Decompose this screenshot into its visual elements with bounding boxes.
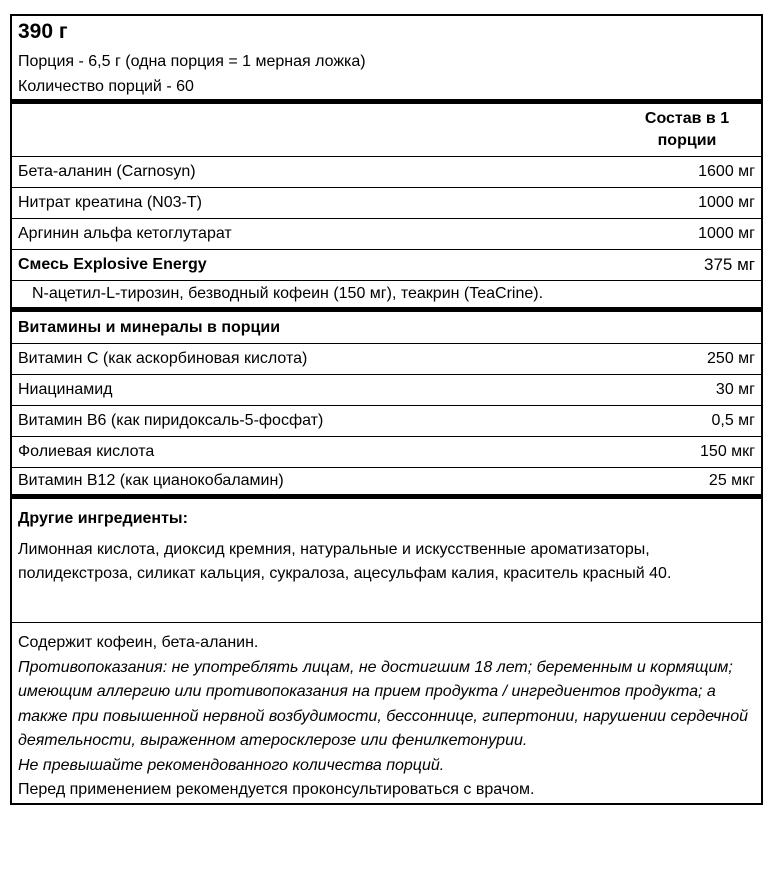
vitamin-name: Витамин В6 (как пиридоксаль-5-фосфат): [18, 412, 324, 429]
vitamin-amount: 150 мкг: [700, 443, 755, 460]
vitamin-amount: 30 мг: [715, 381, 755, 398]
table-row: [12, 188, 761, 219]
column-header: Состав в 1 порции: [644, 110, 730, 149]
vitamin-name: Витамин В12 (как цианокобаламин): [18, 472, 284, 489]
blend-ingredients-row: [12, 281, 761, 312]
vitamin-name: Ниацинамид: [18, 381, 113, 398]
other-ingredients-text: Лимонная кислота, диоксид кремния, натуральные и искусственные ароматизаторы, полидекстроза, силикат кальция, сукралоза, ацесульфам калия, краситель красный 40.: [12, 538, 761, 623]
other-ingredients-title: Другие ингредиенты:: [18, 509, 188, 527]
serving-size-text: Порция - 6,5 г (одна порция = 1 мерная ложка): [18, 52, 366, 70]
table-row: [12, 406, 761, 437]
table-row: [12, 219, 761, 250]
vitamin-name: Витамин С (как аскорбиновая кислота): [18, 350, 308, 367]
net-weight: [12, 16, 761, 48]
ingredient-amount: 1000 мг: [698, 225, 755, 242]
ingredient-name: Аргинин альфа кетоглутарат: [18, 225, 232, 242]
vitamin-amount: 250 мг: [707, 350, 755, 367]
ingredient-amount: 1600 мг: [698, 163, 755, 180]
column-header-row: [12, 104, 761, 157]
net-weight-text: 390 г: [18, 20, 68, 43]
warnings-block: [12, 623, 761, 803]
vitamins-title: Витамины и минералы в порции: [18, 318, 281, 336]
ingredient-name: Нитрат креатина (N03-T): [18, 194, 202, 211]
servings-per-container: [12, 75, 761, 104]
blend-name: Смесь Explosive Energy: [18, 256, 207, 273]
servings-count-text: Количество порций - 60: [18, 78, 194, 95]
table-row: [12, 468, 761, 499]
other-ingredients-title-row: [12, 499, 761, 538]
table-row: [12, 344, 761, 375]
vitamins-title-row: [12, 312, 761, 344]
blend-ingredients: N-ацетил-L-тирозин, безводный кофеин (150 мг), теакрин (TeaCrine).: [32, 285, 544, 302]
contraindications-text: Противопоказания: не употреблять лицам, не достигшим 18 лет; беременным и кормящим; имеющим аллергию или противопоказания на прием продукта / ингредиентов продукта; а также при повышенной нервной возбудимости, бессоннице, гипертонии, нарушении сердечной деятельности, выраженном атеросклерозе или фенилкетонурии.: [18, 658, 749, 749]
blend-row: [12, 250, 761, 281]
ingredient-name: Бета-аланин (Carnosyn): [18, 163, 196, 180]
serving-size: [12, 48, 761, 75]
table-row: [12, 437, 761, 468]
vitamin-name: Фолиевая кислота: [18, 443, 155, 460]
ingredient-amount: 1000 мг: [698, 194, 755, 211]
table-row: [12, 375, 761, 406]
table-row: [12, 157, 761, 188]
vitamin-amount: 25 мкг: [708, 472, 755, 489]
consult-text: Перед применением рекомендуется проконсультироваться с врачом.: [18, 781, 535, 798]
contains-text: Содержит кофеин, бета-аланин.: [18, 634, 259, 651]
supplement-facts-label: [10, 14, 763, 805]
do-not-exceed-text: Не превышайте рекомендованного количества порций.: [18, 756, 445, 774]
blend-amount: 375 мг: [704, 255, 755, 274]
vitamin-amount: 0,5 мг: [711, 412, 755, 429]
